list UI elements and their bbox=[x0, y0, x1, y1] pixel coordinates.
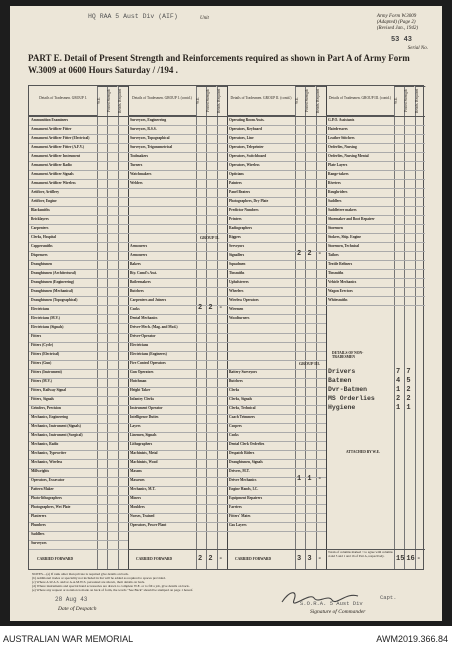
subcolumn-header: Posted Strength bbox=[404, 86, 414, 116]
trade-label: Wagon Erectors bbox=[328, 288, 353, 293]
row-rule bbox=[29, 333, 128, 334]
handwritten-entry: - bbox=[218, 303, 223, 312]
column-header: Details of Tradesmen. GROUP I. (contd.) bbox=[128, 86, 196, 116]
trade-label: Operators, Power Plant bbox=[130, 523, 167, 528]
row-rule bbox=[128, 161, 227, 162]
trade-label: Mechanics, Wireless bbox=[31, 460, 63, 465]
trade-label: Equipment Repairers bbox=[229, 496, 263, 501]
archive-id: AWM2019.366.84 bbox=[376, 634, 448, 644]
trade-label: Operators, Teleprinter bbox=[229, 144, 264, 149]
trade-label: Electricians (M.V.) bbox=[31, 315, 60, 320]
subcolumn-header: W.E. bbox=[97, 86, 107, 116]
trade-label: Armament Artificer Wireless bbox=[31, 180, 76, 185]
trade-label: Armourers bbox=[130, 243, 148, 248]
row-rule bbox=[227, 323, 326, 324]
handwritten-entry: 1 bbox=[307, 475, 312, 484]
trade-label: Saddletree makers bbox=[328, 207, 357, 212]
trade-label: Instrument Operator bbox=[130, 406, 163, 411]
form-line: (Revised Jan., 1942) bbox=[376, 26, 418, 31]
trade-label: Plasterers bbox=[31, 514, 47, 519]
trade-label: Coopers bbox=[229, 424, 242, 429]
carried-forward-value: 3 bbox=[297, 555, 302, 563]
form-notes bbox=[32, 572, 422, 592]
trade-label: Wireless Operators bbox=[229, 297, 259, 302]
army-form-sheet bbox=[10, 6, 442, 621]
subcolumn-header: Reinfs. Required bbox=[118, 86, 128, 116]
subcolumn-header: W.E. bbox=[196, 86, 206, 116]
subcolumn-divider bbox=[394, 86, 395, 569]
trade-label: Armament Artificer Fitter (A.F.V.) bbox=[31, 144, 84, 149]
trade-label: Armament Artificer Radio bbox=[31, 162, 72, 167]
trade-label: Squadmen bbox=[229, 261, 246, 266]
unit-label: Unit bbox=[200, 16, 209, 21]
trade-label: Leather Stitchers bbox=[328, 135, 355, 140]
subcolumn-divider bbox=[97, 86, 98, 569]
trade-label: Nurses, Trained bbox=[130, 514, 155, 519]
trade-label: Surveyors, Engineering bbox=[130, 117, 167, 122]
trade-label: G.P.O. Assistants bbox=[328, 117, 355, 122]
trade-label: Draughtsmen (Topographical) bbox=[31, 297, 78, 302]
trade-label: Fitters' Mates bbox=[229, 514, 251, 519]
non-tradesman-we: 2 bbox=[396, 394, 401, 403]
trade-label: Intelligence Duties bbox=[130, 415, 159, 420]
trade-label: Artificer, Engine bbox=[31, 198, 57, 203]
trade-label: Electricians (Engineers) bbox=[130, 352, 167, 357]
subcolumn-header: W.E. bbox=[295, 86, 305, 116]
strength-table bbox=[28, 85, 424, 570]
trade-label: Drivers, M.T. bbox=[229, 469, 250, 474]
trade-label: Clerks bbox=[229, 388, 240, 393]
trade-label: Blacksmiths bbox=[31, 207, 50, 212]
trade-label: Storemen bbox=[328, 225, 343, 230]
row-rule bbox=[128, 495, 227, 496]
trade-label: Mechanics, M.T. bbox=[130, 487, 156, 492]
trade-label: Draughtsmen (Engineering) bbox=[31, 279, 75, 284]
trade-label: Mechanics, Instrument (Signals) bbox=[31, 424, 81, 429]
trade-label: Millwrights bbox=[31, 469, 49, 474]
handwritten-entry: 2 bbox=[198, 303, 203, 312]
row-rule bbox=[326, 305, 425, 306]
subcolumn-header: W.E. bbox=[394, 86, 404, 116]
trade-label: Whitesmiths bbox=[328, 297, 348, 302]
carried-forward-value: 2 bbox=[208, 555, 213, 563]
trade-label: Photographers, Dry Plate bbox=[229, 198, 269, 203]
non-tradesman-we: 1 bbox=[396, 403, 401, 412]
row-rule bbox=[128, 206, 227, 207]
trade-label: Saddlers bbox=[31, 532, 45, 537]
trade-label: Driver-Operator bbox=[130, 334, 156, 338]
trade-label: Ammunition Examiners bbox=[31, 117, 69, 122]
trade-label: Opticians bbox=[229, 171, 244, 176]
note-line: NOTES—(a) If rank other than private is required give details on back. bbox=[32, 572, 129, 576]
trade-label: Plumbers bbox=[31, 523, 46, 528]
trade-label: Butchers bbox=[130, 288, 144, 293]
carried-forward-value: 15 bbox=[396, 555, 405, 563]
subcolumn-header: Reinfs. Required bbox=[415, 86, 425, 116]
row-rule bbox=[128, 531, 227, 532]
trade-label: Draughtsmen (Architectural) bbox=[31, 270, 76, 275]
trade-label: Coach Trimmers bbox=[229, 415, 255, 420]
handwritten-entry: 1 bbox=[297, 475, 302, 484]
subcolumn-divider bbox=[196, 86, 197, 569]
trade-label: Draughtsmen (Mechanical) bbox=[31, 288, 74, 293]
trade-label: Woodturners bbox=[229, 315, 250, 320]
note-line: (d) Where instruments and special hand accessories are drawn to complete W.E. or to fill a job, give details on back. bbox=[32, 584, 190, 588]
trade-label: Plate Layers bbox=[328, 162, 348, 167]
trade-label: Operators, Switchboard bbox=[229, 153, 267, 158]
handwritten-entry: 2 bbox=[297, 249, 302, 258]
trade-label: Turners bbox=[130, 162, 143, 167]
trade-label: Clerks, Technical bbox=[229, 406, 256, 411]
row-rule bbox=[128, 224, 227, 225]
trade-label: Printers bbox=[229, 216, 242, 221]
column-divider bbox=[128, 86, 129, 569]
non-tradesman-we: 4 bbox=[396, 376, 401, 385]
trade-label: Photo-lithographers bbox=[31, 496, 62, 501]
part-e-title: PART E. Detail of Present Strength and Reinforcements required as shown in Part A of Army Form W.3009 at 0600 Hours Saturday / /194 . bbox=[28, 53, 410, 75]
row-rule bbox=[227, 531, 326, 532]
row-rule bbox=[227, 387, 326, 388]
trade-label: Draughtsmen bbox=[31, 261, 52, 266]
row-rule bbox=[227, 179, 326, 180]
commander-rank: Capt. bbox=[380, 594, 397, 601]
trade-label: Fitters (Cycle) bbox=[31, 343, 54, 348]
handwritten-entry: 2 bbox=[208, 303, 213, 312]
trade-label: Operators, Wireless bbox=[229, 162, 260, 167]
carried-forward-value: - bbox=[317, 555, 322, 563]
trade-label: Gas Layers bbox=[229, 523, 247, 528]
despatch-label: Date of Despatch bbox=[58, 606, 97, 612]
row-rule bbox=[128, 260, 227, 261]
trade-label: Armament Artificer Signals bbox=[31, 171, 74, 176]
trade-label: Carpenters and Joiners bbox=[130, 297, 167, 302]
column-header: Details of Tradesmen. GROUP II. (contd.) bbox=[227, 86, 295, 116]
trade-label: Fitters, Signals bbox=[31, 397, 54, 402]
despatch-date: 28 Aug 43 bbox=[55, 596, 88, 603]
trade-label: Fire Control Operators bbox=[130, 361, 166, 366]
trade-label: Machinists, Wood bbox=[130, 460, 158, 465]
subcolumn-divider bbox=[415, 86, 416, 569]
row-rule bbox=[128, 179, 227, 180]
row-rule bbox=[128, 215, 227, 216]
trade-label: Height Taker bbox=[130, 388, 151, 393]
trade-label: Electricians (Signals) bbox=[31, 324, 64, 329]
trade-label: Cooks bbox=[229, 433, 239, 438]
row-rule bbox=[227, 233, 326, 234]
non-tradesman-we: 7 bbox=[396, 367, 401, 376]
trade-label: Roughriders bbox=[328, 189, 348, 194]
carried-forward-value: 2 bbox=[198, 555, 203, 563]
trade-label: Photographers, Wet Plate bbox=[31, 505, 71, 510]
trade-label: Operators, Excavator bbox=[31, 478, 65, 483]
serial-label: Serial No. bbox=[407, 46, 428, 51]
trade-label: Coppersmiths bbox=[31, 243, 53, 248]
non-tradesman-label: Drivers bbox=[328, 367, 356, 375]
subcolumn-header: Reinfs. Required bbox=[217, 86, 227, 116]
trade-label: Butchers bbox=[229, 379, 243, 384]
carried-forward-label: CARRIED FORWARD bbox=[136, 557, 173, 561]
column-header: Details of Tradesmen. GROUP III. (contd.) bbox=[326, 86, 394, 116]
trade-label: Wiremen bbox=[229, 306, 244, 311]
subcolumn-header: Posted Strength bbox=[206, 86, 216, 116]
trade-label: Surveyors bbox=[31, 541, 47, 546]
row-rule bbox=[128, 468, 227, 469]
trade-label: Watchmakers bbox=[130, 171, 152, 176]
serial-number: 53 43 bbox=[390, 36, 412, 44]
trade-label: Dental Clerk Orderlies bbox=[229, 442, 265, 447]
handwritten-entry: 2 bbox=[307, 249, 312, 258]
trade-label: Orderlies, Nursing bbox=[328, 144, 357, 149]
trade-label: Battery Surveyors bbox=[229, 370, 258, 375]
trade-label: Clerks, Signals bbox=[229, 397, 252, 402]
trade-label: Electricians bbox=[31, 306, 50, 311]
non-tradesman-label: Hygiene bbox=[328, 403, 356, 411]
trade-label: Fitters (Gun) bbox=[31, 361, 52, 366]
trade-label: Operators, Keyboard bbox=[229, 126, 262, 131]
trade-label: Driver-Mech. (Mag. and Mod.) bbox=[130, 324, 178, 329]
form-line: Army Form W.3009 bbox=[376, 14, 417, 19]
subcolumn-divider bbox=[118, 86, 119, 569]
trade-label: Engine Hands, I.C. bbox=[229, 487, 259, 492]
trade-label: Storemen, Technical bbox=[328, 243, 360, 248]
form-identifier bbox=[377, 14, 418, 32]
non-tradesman-label: Dvr-Batmen bbox=[328, 385, 368, 393]
trade-label: Mechanics, Typewriter bbox=[31, 451, 67, 456]
trade-label: Miners bbox=[130, 496, 141, 501]
trade-label: Tinsmiths bbox=[328, 270, 344, 275]
trade-label: Riggers bbox=[229, 234, 241, 239]
trade-label: Toolmakers bbox=[130, 153, 149, 158]
row-rule bbox=[326, 179, 425, 180]
trade-label: Vehicle Mechanics bbox=[328, 279, 357, 284]
form-line: (Adapted) (Page 2) bbox=[376, 20, 416, 25]
trade-label: Layers bbox=[130, 424, 141, 429]
unit-name: HQ RAA 5 Aust Div (AIF) bbox=[88, 13, 178, 20]
trade-label: Welders bbox=[130, 180, 143, 185]
trade-label: Cooks bbox=[130, 306, 140, 311]
subcolumn-divider bbox=[107, 86, 108, 569]
trade-label: Panel Beaters bbox=[229, 189, 251, 194]
subcolumn-divider bbox=[206, 86, 207, 569]
trade-label: Signallers bbox=[229, 252, 245, 257]
trade-label: Mechanics, Engineering bbox=[31, 415, 68, 420]
trade-label: Hutchman bbox=[130, 379, 147, 384]
trade-label: Lithographers bbox=[130, 442, 153, 447]
handwritten-entry: - bbox=[317, 249, 322, 258]
row-rule bbox=[128, 197, 227, 198]
trade-label: Fitters bbox=[31, 334, 42, 338]
trade-label: Armourers bbox=[130, 252, 148, 257]
non-tradesman-posted: 2 bbox=[406, 385, 411, 394]
trade-label: Tinsmiths bbox=[229, 270, 245, 275]
trade-label: Artificer, Artillery bbox=[31, 189, 60, 194]
carried-forward-label: CARRIED FORWARD bbox=[235, 557, 272, 561]
trade-label: Fitters, Railway Signal bbox=[31, 388, 67, 393]
trade-label: Armament Artificer Instrument bbox=[31, 153, 81, 158]
trade-label: Shoemaker and Boot Repairer bbox=[328, 216, 375, 221]
trade-label: Operators, Line bbox=[229, 135, 254, 140]
trade-label: Mechanics, Radio bbox=[31, 442, 59, 447]
note-line: (c) Where A.W.A.S. and/or A.A.M.W.S. personnel are shown, their details on back. bbox=[32, 580, 146, 584]
trade-label: Bricklayers bbox=[31, 216, 49, 221]
note-line: (b) Additional trades or speciality not included in list will be added as required to spaces provided. bbox=[32, 576, 166, 580]
row-rule bbox=[227, 351, 326, 352]
non-tradesman-posted: 2 bbox=[406, 394, 411, 403]
trade-label: Draughtsmen, Signals bbox=[229, 460, 263, 465]
trade-label: Masseurs bbox=[130, 478, 145, 483]
totals-note: Totals of columns marked × to agree with columns 4 and 5 and 1 and 16 of Part A, respectively. bbox=[328, 550, 393, 558]
trade-label: Masons bbox=[130, 469, 142, 474]
trade-label: Predictor Numbers bbox=[229, 207, 259, 212]
trade-label: Carpenters bbox=[31, 225, 49, 230]
column-divider bbox=[326, 86, 327, 569]
note-line: (e) Where any request or notation is made on back of form, the words "See Back" should be stamped on page 1 hereof. bbox=[32, 588, 194, 592]
trade-label: Surveyors, Trigonometrical bbox=[130, 144, 173, 149]
non-tradesman-label: Batmen bbox=[328, 376, 352, 384]
non-tradesman-posted: 7 bbox=[406, 367, 411, 376]
carried-forward-value: 16 bbox=[406, 555, 415, 563]
trade-label: Stokers, Ship. Engine bbox=[328, 234, 361, 239]
trade-label: Clerks, Hospital bbox=[31, 234, 56, 239]
trade-label: Dispensers bbox=[31, 252, 48, 257]
trade-label: GROUP II. bbox=[200, 234, 220, 240]
trade-label: Boilermakers bbox=[130, 279, 151, 284]
carried-forward-label: CARRIED FORWARD bbox=[37, 557, 74, 561]
archive-footer bbox=[0, 626, 452, 653]
trade-label: Driver Mechanics bbox=[229, 478, 257, 483]
subcolumn-header: Reinfs. Required bbox=[316, 86, 326, 116]
row-rule bbox=[227, 333, 326, 334]
subcolumn-divider bbox=[295, 86, 296, 569]
trade-label: Operating Room Assts. bbox=[229, 117, 265, 122]
row-rule bbox=[326, 251, 425, 252]
non-tradesman-label: MS Orderlies bbox=[328, 394, 375, 402]
trade-label: Fitters (M.V.) bbox=[31, 379, 52, 384]
trade-label: Moulders bbox=[130, 505, 145, 510]
commander-title: S.O.R.A. 5 Aust Div bbox=[300, 600, 363, 607]
signature-label: Signature of Commander bbox=[310, 609, 366, 615]
trade-label: Fitters (Electrical) bbox=[31, 352, 60, 357]
carried-forward-value: - bbox=[218, 555, 223, 563]
trade-label: Orderlies, Nursing Mental bbox=[328, 153, 369, 158]
trade-label: Grinders, Precision bbox=[31, 406, 61, 411]
non-tradesman-we: 1 bbox=[396, 385, 401, 394]
trade-label: Armament Artificer Fitter bbox=[31, 126, 72, 131]
trade-label: Saddlers bbox=[328, 198, 342, 203]
trade-label: Electricians bbox=[130, 343, 149, 348]
trade-label: Bty. Comd's Asst. bbox=[130, 270, 157, 275]
trade-label: Pattern Maker bbox=[31, 487, 54, 492]
subcolumn-header: Posted Strength bbox=[305, 86, 315, 116]
trade-label: Textile Refiners bbox=[328, 261, 353, 266]
trade-label: Mechanics, Instrument (Surgical) bbox=[31, 433, 83, 438]
trade-label: Dental Mechanics bbox=[130, 315, 158, 320]
subcolumn-divider bbox=[404, 86, 405, 569]
trade-label: Upholsterers bbox=[229, 279, 249, 284]
subcolumn-divider bbox=[305, 86, 306, 569]
trade-label: Riveters bbox=[328, 180, 341, 185]
trade-label: Range-takers bbox=[328, 171, 349, 176]
trade-label: Armament Artificer Fitter (Electrical) bbox=[31, 135, 90, 140]
trade-label: Surveyors, R.S.S. bbox=[130, 126, 157, 131]
attached-label: ATTACHED BY W.E. bbox=[346, 449, 380, 454]
subcolumn-divider bbox=[316, 86, 317, 569]
trade-label: Serveyors bbox=[229, 243, 245, 248]
handwritten-entry: - bbox=[317, 475, 322, 484]
non-tradesman-posted: 5 bbox=[406, 376, 411, 385]
trade-label: GROUP III. bbox=[299, 361, 320, 367]
trade-label: Hairdressers bbox=[328, 126, 348, 131]
row-rule bbox=[227, 432, 326, 433]
trade-label: Painters bbox=[229, 180, 242, 185]
row-rule bbox=[128, 188, 227, 189]
trade-label: Farriers bbox=[229, 505, 242, 510]
subcolumn-divider bbox=[217, 86, 218, 569]
non-tradesmen-heading: DETAILS OF NON-TRADESMEN bbox=[332, 350, 364, 359]
carried-forward-value: - bbox=[416, 555, 421, 563]
trade-label: Infantry Clerks bbox=[130, 397, 155, 402]
header-bottom-rule bbox=[29, 116, 425, 117]
subcolumn-header: Posted Strength bbox=[107, 86, 117, 116]
trade-label: Tailors bbox=[328, 252, 339, 257]
trade-label: Linemen, Signals bbox=[130, 433, 157, 438]
trade-label: Bakers bbox=[130, 261, 141, 266]
trade-label: Wheelers bbox=[229, 288, 244, 293]
non-tradesman-posted: 1 bbox=[406, 403, 411, 412]
row-rule bbox=[128, 423, 227, 424]
row-rule bbox=[227, 342, 326, 343]
trade-label: Surveyors, Topographical bbox=[130, 135, 170, 140]
trade-label: Fitters (Instrument) bbox=[31, 370, 62, 375]
carried-forward-value: 3 bbox=[307, 555, 312, 563]
trade-label: Despatch Riders bbox=[229, 451, 255, 456]
trade-label: Radiographers bbox=[229, 225, 252, 230]
column-header: Details of Tradesmen. GROUP I. bbox=[29, 86, 97, 116]
trade-label: Gun Operators bbox=[130, 370, 154, 375]
row-rule bbox=[29, 549, 128, 550]
archive-name: AUSTRALIAN WAR MEMORIAL bbox=[3, 634, 134, 644]
column-divider bbox=[227, 86, 228, 569]
trade-label: Machinists, Metal bbox=[130, 451, 158, 456]
